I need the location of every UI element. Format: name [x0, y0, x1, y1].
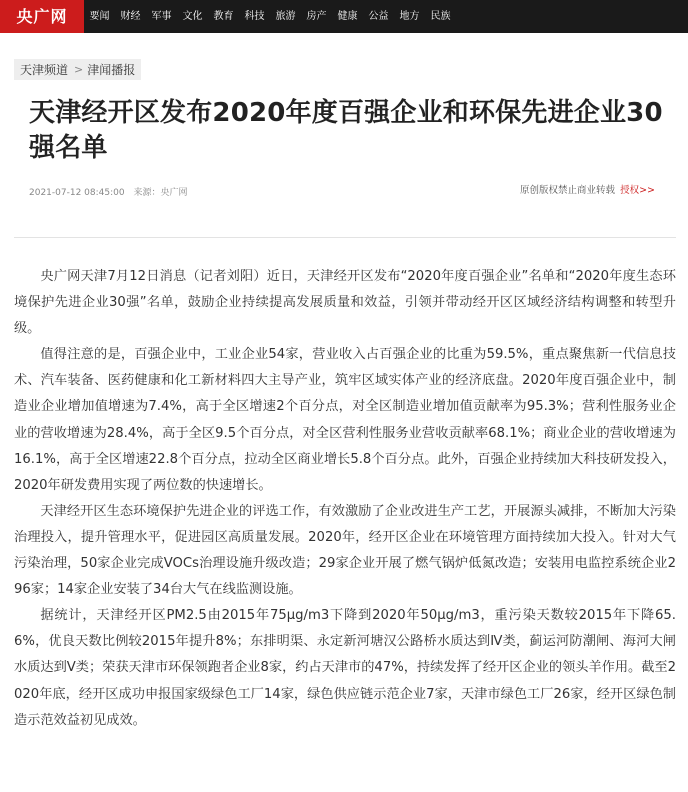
- nav-item-lvyou[interactable]: 旅游: [275, 11, 296, 22]
- nav-item-junshi[interactable]: 军事: [151, 11, 172, 22]
- nav-item-minzu[interactable]: 民族: [430, 11, 451, 22]
- article-paragraph: 天津经开区生态环境保护先进企业的评选工作，有效激励了企业改进生产工艺，开展源头减排，不断加大污染治理投入，提升管理水平，促进园区高质量发展。2020年，经开区企业在环境管理方面持续加大投入。针对大气污染治理，50家企业完成VOCs治理设施升级改造；29家企业开展了燃气锅炉低氮改造；安装用电监控系统企业296家；14家企业安装了34台大气在线监测设施。: [14, 503, 676, 598]
- breadcrumb-separator: >: [74, 63, 84, 76]
- article-paragraph: 值得注意的是，百强企业中，工业企业54家，营业收入占百强企业的比重为59.5%，重点聚焦新一代信息技术、汽车装备、医药健康和化工新材料四大主导产业，筑牢区域实体产业的经济底盘。2020年度百强企业中，制造业企业增加值增速为7.4%，高于全区增速2个百分点，对全区制造业增加值贡献率为95.3%；营利性服务业企业的营收增速为28.4%，高于全区9.5个百分点，对全区营利性服务业营收贡献率68.1%；商业企业的营收增速为16.1%，高于全区增速22.8个百分点，拉动全区商业增长5.8个百分点。此外，百强企业持续加大科技研发投入，2020年研发费用实现了两位数的快速增长。: [14, 347, 676, 493]
- license-link[interactable]: 授权>>: [620, 185, 655, 196]
- site-logo[interactable]: 央广网: [0, 0, 84, 33]
- publish-date: 2021-07-12 08:45:00: [29, 188, 125, 198]
- article-body: [14, 264, 676, 734]
- article-paragraph: 据统计，天津经开区PM2.5由2015年75μg/m3下降到2020年50μg/m3，重污染天数较2015年下降65.6%，优良天数比例较2015年提升8%；东排明渠、永定新河塘汉公路桥水质达到Ⅳ类，蓟运河防潮闸、海河大闸水质达到Ⅴ类；荣获天津市环保领跑者企业8家，约占天津市的47%，持续发挥了经开区企业的领头羊作用。截至2020年底，经开区成功申报国家级绿色工厂14家，绿色供应链示范企业7家，天津市绿色工厂26家，经开区绿色制造示范效益初见成效。: [14, 608, 676, 728]
- breadcrumb-item-tianjin-channel[interactable]: 天津频道: [20, 63, 69, 77]
- nav-item-fangchan[interactable]: 房产: [306, 11, 327, 22]
- top-navigation-bar: [0, 0, 688, 33]
- nav-item-wenhua[interactable]: 文化: [182, 11, 203, 22]
- nav-item-yaowen[interactable]: 要闻: [89, 11, 110, 22]
- article-meta: [29, 185, 187, 198]
- article-title: 天津经开区发布2020年度百强企业和环保先进企业30强名单: [29, 98, 663, 163]
- nav-item-gongyi[interactable]: 公益: [368, 11, 389, 22]
- breadcrumb-item-jinwen-bobao[interactable]: 津闻播报: [87, 63, 136, 77]
- copyright-text: 原创版权禁止商业转载: [520, 185, 616, 196]
- breadcrumb: [14, 59, 141, 80]
- nav-item-jiankang[interactable]: 健康: [337, 11, 358, 22]
- nav-item-difang[interactable]: 地方: [399, 11, 420, 22]
- article-source: 来源：央广网: [133, 188, 188, 198]
- divider: [14, 237, 676, 238]
- nav-item-caijing[interactable]: 财经: [120, 11, 141, 22]
- article-paragraph: 央广网天津7月12日消息（记者刘阳）近日，天津经开区发布“2020年度百强企业”名单和“2020年度生态环境保护先进企业30强”名单，鼓励企业持续提高发展质量和效益，引领并带动经开区区域经济结构调整和转型升级。: [14, 269, 676, 337]
- nav-item-jiaoyu[interactable]: 教育: [213, 11, 234, 22]
- nav-item-keji[interactable]: 科技: [244, 11, 265, 22]
- channel-nav: [84, 0, 456, 33]
- copyright-notice: [520, 182, 655, 196]
